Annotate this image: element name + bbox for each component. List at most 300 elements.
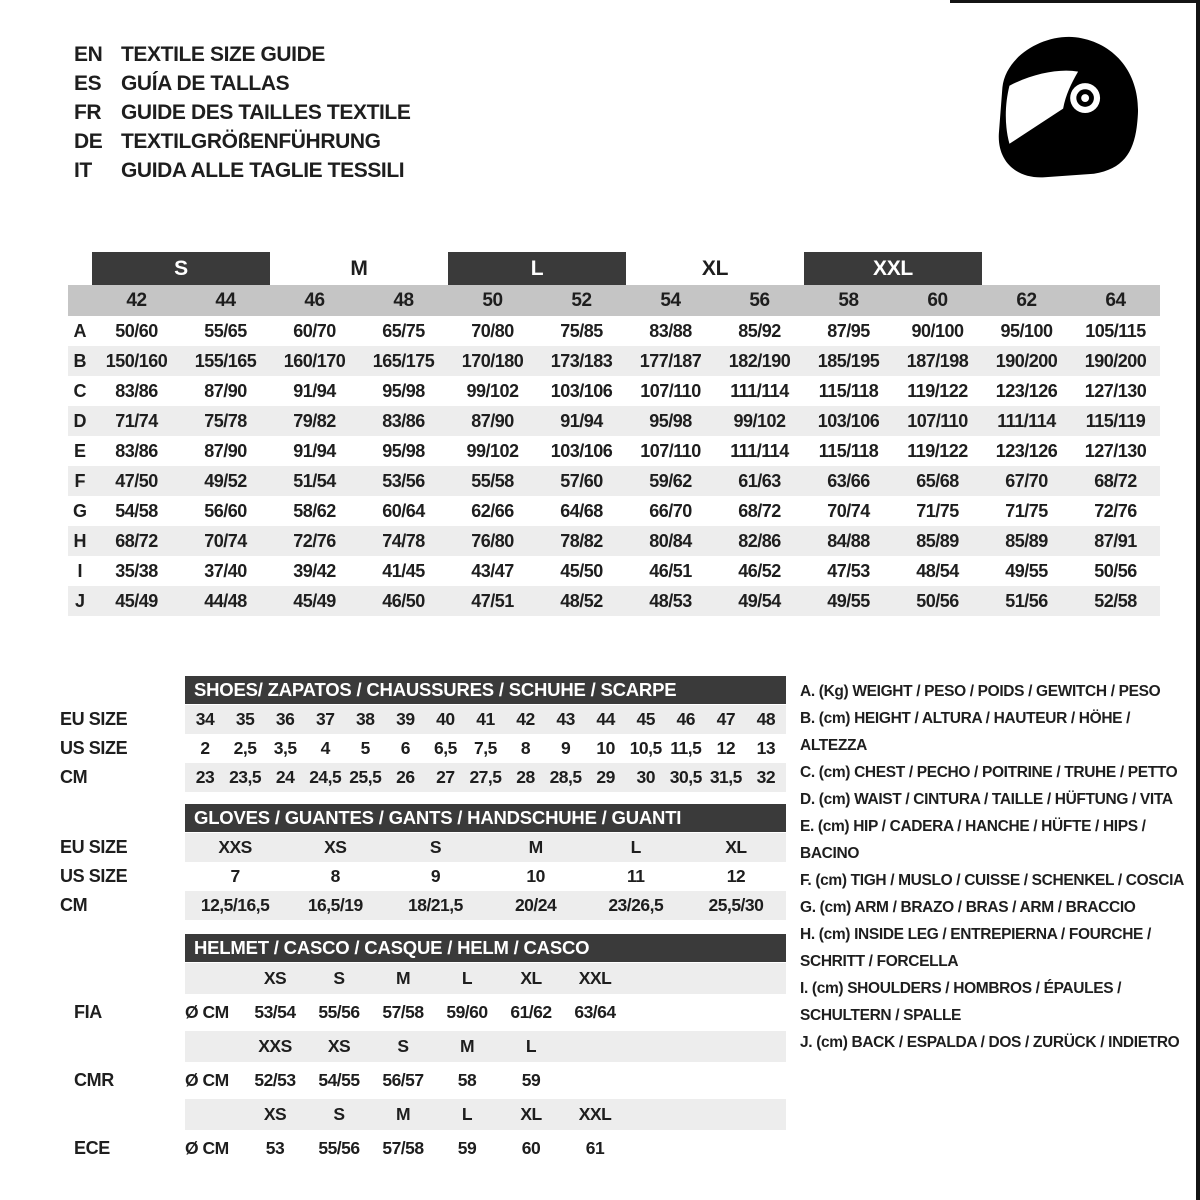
value-cell: 11,5 (670, 738, 702, 758)
size-group-s: S (92, 252, 270, 285)
value-cell: 32 (756, 767, 776, 787)
measurement-value: 71/75 (1005, 501, 1048, 521)
measurement-value: 44/48 (204, 591, 247, 611)
measurement-value: 123/126 (995, 381, 1058, 401)
measurement-value: 49/55 (1005, 561, 1048, 581)
helmet-sizes-row-ece (60, 1099, 786, 1130)
legend-item-h (800, 921, 1198, 975)
size-label: XXL (578, 1104, 612, 1124)
row-label: C (73, 381, 87, 401)
size-group-xxl: XXL (804, 252, 982, 285)
circumference-value: 53 (265, 1138, 285, 1158)
size-number: 64 (1105, 290, 1126, 311)
row-label: A (73, 321, 87, 341)
helmet-size-table (60, 934, 786, 1167)
circumference-value: 57/58 (382, 1002, 424, 1022)
value-cell: 24,5 (309, 767, 342, 787)
legend-letter: G. (800, 899, 816, 916)
circumference-value: 56/57 (382, 1070, 424, 1090)
row-values (185, 862, 786, 891)
legend-item-b (800, 705, 1198, 759)
unit-label: Ø CM (185, 1070, 229, 1090)
value-cell: 25,5/30 (708, 895, 764, 915)
value-cell: 34 (195, 709, 215, 729)
measurement-value: 111/114 (730, 441, 789, 461)
row-label: B (73, 351, 87, 371)
size-labels (185, 1099, 786, 1130)
value-cell: 5 (360, 738, 370, 758)
measurement-value: 103/106 (550, 441, 613, 461)
measurement-value: 84/88 (827, 531, 870, 551)
value-cell: 18/21,5 (407, 895, 463, 915)
size-number: 54 (660, 290, 681, 311)
measurement-value: 150/160 (105, 351, 168, 371)
row-label: E (73, 441, 86, 461)
legend-text: CHEST / PECHO / POITRINE / TRUHE / PETTO (854, 764, 1178, 781)
size-group-l: L (448, 252, 626, 285)
unit-label: Ø CM (185, 1002, 229, 1022)
measurement-value: 50/56 (916, 591, 959, 611)
language-code: DE (74, 129, 103, 153)
measurement-value: 160/170 (283, 351, 346, 371)
shoes-section-title: SHOES/ ZAPATOS / CHAUSSURES / SCHUHE / SCARPE (185, 676, 786, 704)
row-values (185, 833, 786, 862)
gloves-section-title: GLOVES / GUANTES / GANTS / HANDSCHUHE / GUANTI (185, 804, 786, 832)
row-label: J (74, 591, 85, 611)
language-row-fr (74, 98, 410, 127)
legend-letter: B. (800, 710, 815, 727)
legend-item-e (800, 813, 1198, 867)
racing-helmet-icon-svg (976, 28, 1152, 198)
measurement-value: 39/42 (293, 561, 336, 581)
measurement-value: 90/100 (911, 321, 964, 341)
measurement-row-g (68, 496, 1160, 526)
value-cell: 39 (396, 709, 415, 729)
legend-text: INSIDE LEG / ENTREPIERNA / FOURCHE / SCHRITT / FORCELLA (800, 926, 1151, 970)
measurement-row-b (68, 346, 1160, 376)
value-cell: 36 (275, 709, 295, 729)
measurement-value: 80/84 (649, 531, 692, 551)
value-cell: XL (725, 837, 747, 857)
measurement-value: 127/130 (1084, 381, 1147, 401)
measurement-value: 85/89 (916, 531, 959, 551)
measurement-value: 115/118 (818, 441, 879, 461)
measurement-value: 51/54 (293, 471, 336, 491)
circumference-value: 61 (585, 1138, 605, 1158)
language-title: GUÍA DE TALLAS (121, 71, 290, 95)
legend-letter: I. (800, 980, 808, 997)
measurement-value: 47/53 (827, 561, 870, 581)
measurement-value: 60/70 (293, 321, 336, 341)
measurement-value: 123/126 (995, 441, 1058, 461)
shoes-row-cm (60, 763, 786, 792)
size-label: XS (263, 1104, 287, 1124)
row-label: EU SIZE (60, 837, 128, 857)
shoes-size-table (60, 676, 786, 792)
row-label: I (77, 561, 83, 581)
value-cell: 8 (520, 738, 531, 758)
measurement-value: 95/98 (649, 411, 692, 431)
measurement-row-f (68, 466, 1160, 496)
value-cell: 29 (596, 767, 615, 787)
size-label: XL (520, 1104, 542, 1124)
measurement-value: 182/190 (728, 351, 791, 371)
measurement-value: 75/85 (560, 321, 603, 341)
row-label: G (72, 501, 87, 521)
measurement-value: 85/89 (1005, 531, 1048, 551)
shoes-header-spacer (60, 676, 185, 704)
frame-top-edge (950, 0, 1200, 3)
gloves-row-us-size (60, 862, 786, 891)
measurement-value: 56/60 (204, 501, 247, 521)
row-label-spacer (60, 1099, 185, 1130)
measurement-value: 83/86 (115, 441, 158, 461)
value-cell: 30,5 (669, 767, 702, 787)
measurement-value: 46/51 (649, 561, 692, 581)
legend-item-c (800, 759, 1198, 786)
standard-label: CMR (74, 1070, 114, 1090)
helmet-sizes-row-fia (60, 963, 786, 994)
size-number: 62 (1016, 290, 1037, 311)
gloves-header-row (60, 804, 786, 832)
circumference-value: 59/60 (446, 1002, 488, 1022)
language-code: IT (74, 158, 92, 182)
size-label: XS (327, 1036, 351, 1056)
measurement-value: 105/115 (1085, 321, 1146, 341)
helmet-section-title: HELMET / CASCO / CASQUE / HELM / CASCO (185, 934, 786, 962)
language-row-es (74, 69, 410, 98)
measurement-value: 91/94 (293, 441, 336, 461)
measurement-value: 82/86 (738, 531, 781, 551)
measurement-value: 48/52 (560, 591, 603, 611)
value-cell: 4 (320, 738, 330, 758)
shoes-row-eu-size (60, 705, 786, 734)
value-cell: 23 (195, 767, 215, 787)
measurement-rows (68, 316, 1160, 616)
measurement-row-j (68, 586, 1160, 616)
value-cell: 28 (516, 767, 535, 787)
size-number: 50 (482, 290, 503, 311)
legend-letter: H. (800, 926, 815, 943)
size-label: S (397, 1036, 409, 1056)
measurement-value: 54/58 (115, 501, 158, 521)
legend-item-d (800, 786, 1198, 813)
value-cell: 9 (430, 866, 441, 886)
measurement-value: 50/60 (115, 321, 158, 341)
size-number: 56 (749, 290, 770, 311)
circumference-value: 63/64 (574, 1002, 616, 1022)
size-label: XL (520, 968, 542, 988)
value-cell: 31,5 (709, 767, 742, 787)
circumference-value: 53/54 (254, 1002, 296, 1022)
size-group-header-row (68, 252, 1160, 285)
value-cell: 23,5 (229, 767, 262, 787)
standard-label: ECE (74, 1138, 110, 1158)
circumference-value: 55/56 (318, 1002, 360, 1022)
legend-unit: (cm) (817, 818, 850, 835)
legend-letter: J. (800, 1034, 813, 1051)
language-title: GUIDE DES TAILLES TEXTILE (121, 100, 411, 124)
measurement-value: 46/50 (382, 591, 425, 611)
language-code: EN (74, 42, 103, 66)
value-cell: 7 (230, 866, 240, 886)
value-cell: 26 (396, 767, 415, 787)
measurement-value: 87/90 (204, 441, 247, 461)
value-cell: 6,5 (433, 738, 457, 758)
value-cell: 13 (756, 738, 776, 758)
value-cell: 2,5 (233, 738, 257, 758)
size-label: XS (263, 968, 287, 988)
size-group-xl: XL (701, 256, 729, 280)
value-cell: 40 (436, 709, 455, 729)
measurement-value: 99/102 (466, 441, 519, 461)
row-label: CM (60, 767, 88, 787)
value-cell: 42 (516, 709, 535, 729)
value-cell: 2 (200, 738, 210, 758)
helmet-values-row-cmr (60, 1062, 786, 1099)
measurement-value: 115/118 (818, 381, 879, 401)
measurement-value: 87/91 (1094, 531, 1137, 551)
gloves-row-cm (60, 891, 786, 920)
value-cell: 25,5 (349, 767, 382, 787)
value-cell: 37 (315, 709, 335, 729)
value-cell: 44 (596, 709, 615, 729)
measurement-value: 111/114 (997, 411, 1056, 431)
row-label: US SIZE (60, 866, 128, 886)
value-cell: 20/24 (514, 895, 557, 915)
row-label: D (73, 411, 87, 431)
measurement-value: 48/54 (916, 561, 959, 581)
value-cell: S (429, 837, 442, 857)
legend-text: SHOULDERS / HOMBROS / ÉPAULES / SCHULTERN / SPALLE (800, 980, 1122, 1024)
measurement-value: 107/110 (907, 411, 968, 431)
legend-unit: (cm) (818, 926, 851, 943)
measurement-value: 65/68 (916, 471, 959, 491)
measurement-value: 91/94 (560, 411, 603, 431)
size-label: M (395, 1104, 411, 1124)
value-cell: 23/26,5 (608, 895, 664, 915)
measurement-value: 68/72 (1094, 471, 1137, 491)
size-label: XXL (578, 968, 612, 988)
measurement-value: 187/198 (906, 351, 969, 371)
measurement-value: 111/114 (730, 381, 789, 401)
measurement-value: 49/52 (204, 471, 247, 491)
measurement-value: 99/102 (733, 411, 786, 431)
circumference-value (563, 1062, 627, 1099)
measurement-value: 45/50 (560, 561, 603, 581)
value-cell: 43 (556, 709, 575, 729)
measurement-value: 52/58 (1094, 591, 1137, 611)
measurement-value: 63/66 (827, 471, 870, 491)
circumference-values (185, 1062, 786, 1099)
measurement-value: 74/78 (382, 531, 425, 551)
measurement-value: 115/119 (1085, 411, 1146, 431)
measurement-value: 51/56 (1005, 591, 1048, 611)
measurement-value: 71/75 (916, 501, 959, 521)
measurement-value: 127/130 (1084, 441, 1147, 461)
measurement-value: 173/183 (550, 351, 613, 371)
circumference-values (185, 994, 786, 1031)
legend-unit: (cm) (818, 764, 851, 781)
measurement-value: 37/40 (204, 561, 247, 581)
legend-unit: (cm) (818, 710, 851, 727)
legend-letter: E. (800, 818, 814, 835)
measurement-value: 53/56 (382, 471, 425, 491)
row-label: H (73, 531, 87, 551)
size-label: L (461, 968, 473, 988)
legend-unit: (cm) (819, 899, 851, 916)
language-code: FR (74, 100, 102, 124)
value-cell: XS (324, 837, 347, 857)
size-group-m: M (350, 256, 368, 280)
unit-spacer (185, 1099, 243, 1130)
legend-text: BACK / ESPALDA / DOS / ZURÜCK / INDIETRO (851, 1034, 1180, 1051)
legend-item-g (800, 894, 1198, 921)
racing-helmet-icon (976, 28, 1152, 198)
legend-item-j (800, 1029, 1198, 1056)
value-cell: 12,5/16,5 (200, 895, 270, 915)
measurement-value: 83/88 (649, 321, 692, 341)
measurement-value: 75/78 (204, 411, 247, 431)
gloves-header-spacer (60, 804, 185, 832)
value-cell: 10 (526, 866, 545, 886)
size-label (563, 1031, 627, 1062)
measurement-value: 61/63 (738, 471, 781, 491)
value-cell: 35 (235, 709, 255, 729)
measurement-value: 43/47 (471, 561, 514, 581)
measurement-value: 72/76 (293, 531, 336, 551)
helmet-header-spacer (60, 934, 185, 962)
measurement-value: 41/45 (382, 561, 425, 581)
value-cell: 7,5 (474, 738, 497, 758)
value-cell: 38 (356, 709, 375, 729)
measurement-value: 68/72 (738, 501, 781, 521)
measurement-value: 68/72 (115, 531, 158, 551)
measurement-row-a (68, 316, 1160, 346)
legend-text: TIGH / MUSLO / CUISSE / SCHENKEL / COSCIA (850, 872, 1184, 889)
shoes-row-us-size (60, 734, 786, 763)
size-label: L (525, 1036, 537, 1056)
measurement-value: 60/64 (382, 501, 425, 521)
unit-spacer (185, 1031, 243, 1062)
legend-text: WAIST / CINTURA / TAILLE / HÜFTUNG / VITA (854, 791, 1173, 808)
value-cell: 27 (436, 767, 455, 787)
measurement-value: 119/122 (907, 441, 968, 461)
circumference-value: 59 (457, 1138, 477, 1158)
measurement-value: 65/75 (382, 321, 425, 341)
measurement-value: 58/62 (293, 501, 336, 521)
size-number: 58 (838, 290, 859, 311)
row-label: EU SIZE (60, 709, 128, 729)
measurement-legend (800, 678, 1198, 1056)
value-cell: 45 (636, 709, 655, 729)
legend-text: ARM / BRAZO / BRAS / ARM / BRACCIO (854, 899, 1136, 916)
row-label: US SIZE (60, 738, 128, 758)
measurement-value: 59/62 (649, 471, 692, 491)
measurement-value: 91/94 (293, 381, 336, 401)
value-cell: 8 (330, 866, 340, 886)
value-cell: 12 (716, 738, 736, 758)
language-row-de (74, 127, 410, 156)
legend-unit: (cm) (811, 980, 844, 997)
measurement-value: 119/122 (907, 381, 968, 401)
shoes-header-row (60, 676, 786, 704)
legend-unit: (Kg) (818, 683, 849, 700)
legend-unit: (cm) (815, 872, 847, 889)
measurement-value: 95/100 (1000, 321, 1053, 341)
circumference-value: 58 (457, 1070, 477, 1090)
legend-letter: C. (800, 764, 815, 781)
measurement-value: 45/49 (115, 591, 158, 611)
legend-item-f (800, 867, 1198, 894)
size-labels (185, 1031, 786, 1062)
size-label: L (461, 1104, 473, 1124)
value-cell: 12 (726, 866, 746, 886)
value-cell: 30 (636, 767, 655, 787)
size-number: 60 (927, 290, 948, 311)
size-label: S (333, 1104, 345, 1124)
measurement-value: 72/76 (1094, 501, 1137, 521)
measurement-value: 70/74 (204, 531, 247, 551)
measurement-value: 70/80 (471, 321, 514, 341)
row-label: CM (60, 895, 88, 915)
value-cell: 46 (676, 709, 696, 729)
helmet-sizes-row-cmr (60, 1031, 786, 1062)
helmet-values-row-fia (60, 994, 786, 1031)
value-cell: 48 (756, 709, 776, 729)
value-cell: L (630, 837, 641, 857)
value-cell: 16,5/19 (307, 895, 363, 915)
measurement-value: 83/86 (115, 381, 158, 401)
measurement-value: 55/58 (471, 471, 514, 491)
measurement-value: 177/187 (639, 351, 702, 371)
circumference-value: 59 (521, 1070, 541, 1090)
measurement-value: 103/106 (550, 381, 613, 401)
size-number: 52 (571, 290, 592, 311)
unit-spacer (185, 963, 243, 994)
measurement-row-c (68, 376, 1160, 406)
row-values (185, 763, 786, 792)
gloves-row-eu-size (60, 833, 786, 862)
measurement-value: 71/74 (115, 411, 158, 431)
size-number: 44 (215, 290, 236, 311)
value-cell: 6 (400, 738, 410, 758)
legend-letter: F. (800, 872, 812, 889)
legend-letter: D. (800, 791, 815, 808)
legend-item-i (800, 975, 1198, 1029)
row-label-spacer (60, 1031, 185, 1062)
helmet-values-row-ece (60, 1130, 786, 1167)
circumference-value: 52/53 (254, 1070, 296, 1090)
legend-item-a (800, 678, 1198, 705)
measurement-value: 85/92 (738, 321, 781, 341)
value-cell: 27,5 (469, 767, 502, 787)
language-title: TEXTILGRÖßENFÜHRUNG (121, 129, 381, 153)
row-values (185, 734, 786, 763)
size-label: M (459, 1036, 475, 1056)
language-code: ES (74, 71, 102, 95)
measurement-value: 190/200 (995, 351, 1058, 371)
legend-text: WEIGHT / PESO / POIDS / GEWITCH / PESO (852, 683, 1161, 700)
measurement-value: 190/200 (1084, 351, 1147, 371)
size-number: 46 (304, 290, 325, 311)
measurement-value: 48/53 (649, 591, 692, 611)
measurement-row-e (68, 436, 1160, 466)
size-number: 48 (393, 290, 414, 311)
language-row-en (74, 40, 410, 69)
measurement-value: 170/180 (461, 351, 524, 371)
measurement-value: 66/70 (649, 501, 692, 521)
